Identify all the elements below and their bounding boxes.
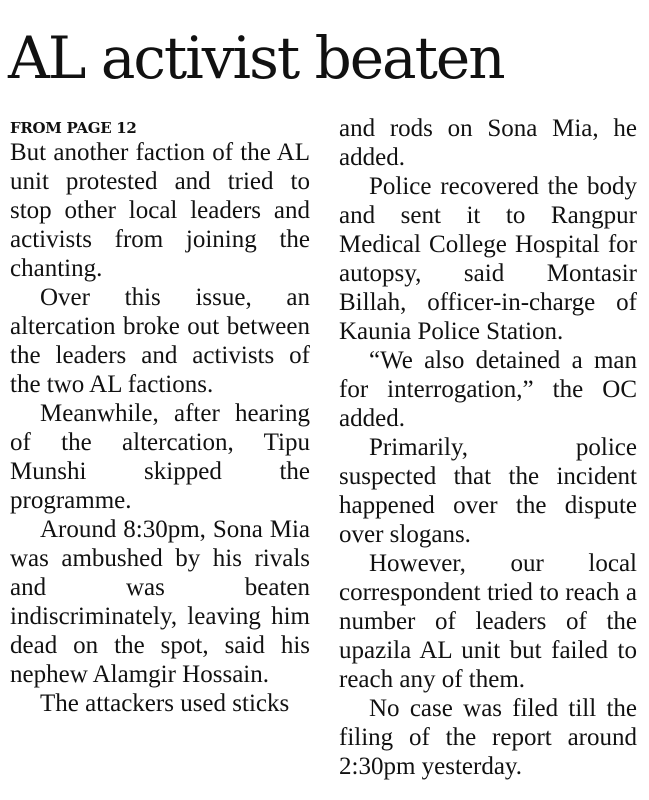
paragraph: The attackers used sticks — [40, 690, 290, 717]
paragraph: Primarily, police suspected that the incident happened over the dispute over slogans. — [339, 434, 637, 548]
right-column — [339, 114, 637, 781]
headline: AL activist beaten — [8, 24, 504, 92]
paragraph: “We also detained a man for interrogation,” the OC added. — [339, 347, 637, 432]
paragraph: However, our local correspondent tried to reach a number of leaders of the upazila AL unit but failed to reach any of them. — [339, 550, 637, 693]
paragraph: Around 8:30pm, Sona Mia was ambushed by his rivals and was beaten indiscriminately, leaving him dead on the spot, said his nephew Alamgir Hossain. — [10, 516, 310, 688]
paragraph: Over this issue, an altercation broke out between the leaders and activists of the two AL factions. — [10, 284, 310, 398]
paragraph: But another faction of the AL unit protested and tried to stop other local leaders and activists from joining the chanting. — [10, 139, 310, 282]
left-column — [10, 114, 310, 718]
continuation-kicker: FROM PAGE 12 — [10, 119, 137, 137]
paragraph: No case was filed till the filing of the report around 2:30pm yesterday. — [339, 695, 637, 780]
paragraph: Meanwhile, after hearing of the altercation, Tipu Munshi skipped the programme. — [10, 400, 310, 514]
paragraph: Police recovered the body and sent it to Rangpur Medical College Hospital for autopsy, said Montasir Billah, officer-in-charge of Kaunia Police Station. — [339, 173, 637, 345]
paragraph: and rods on Sona Mia, he added. — [339, 115, 637, 171]
